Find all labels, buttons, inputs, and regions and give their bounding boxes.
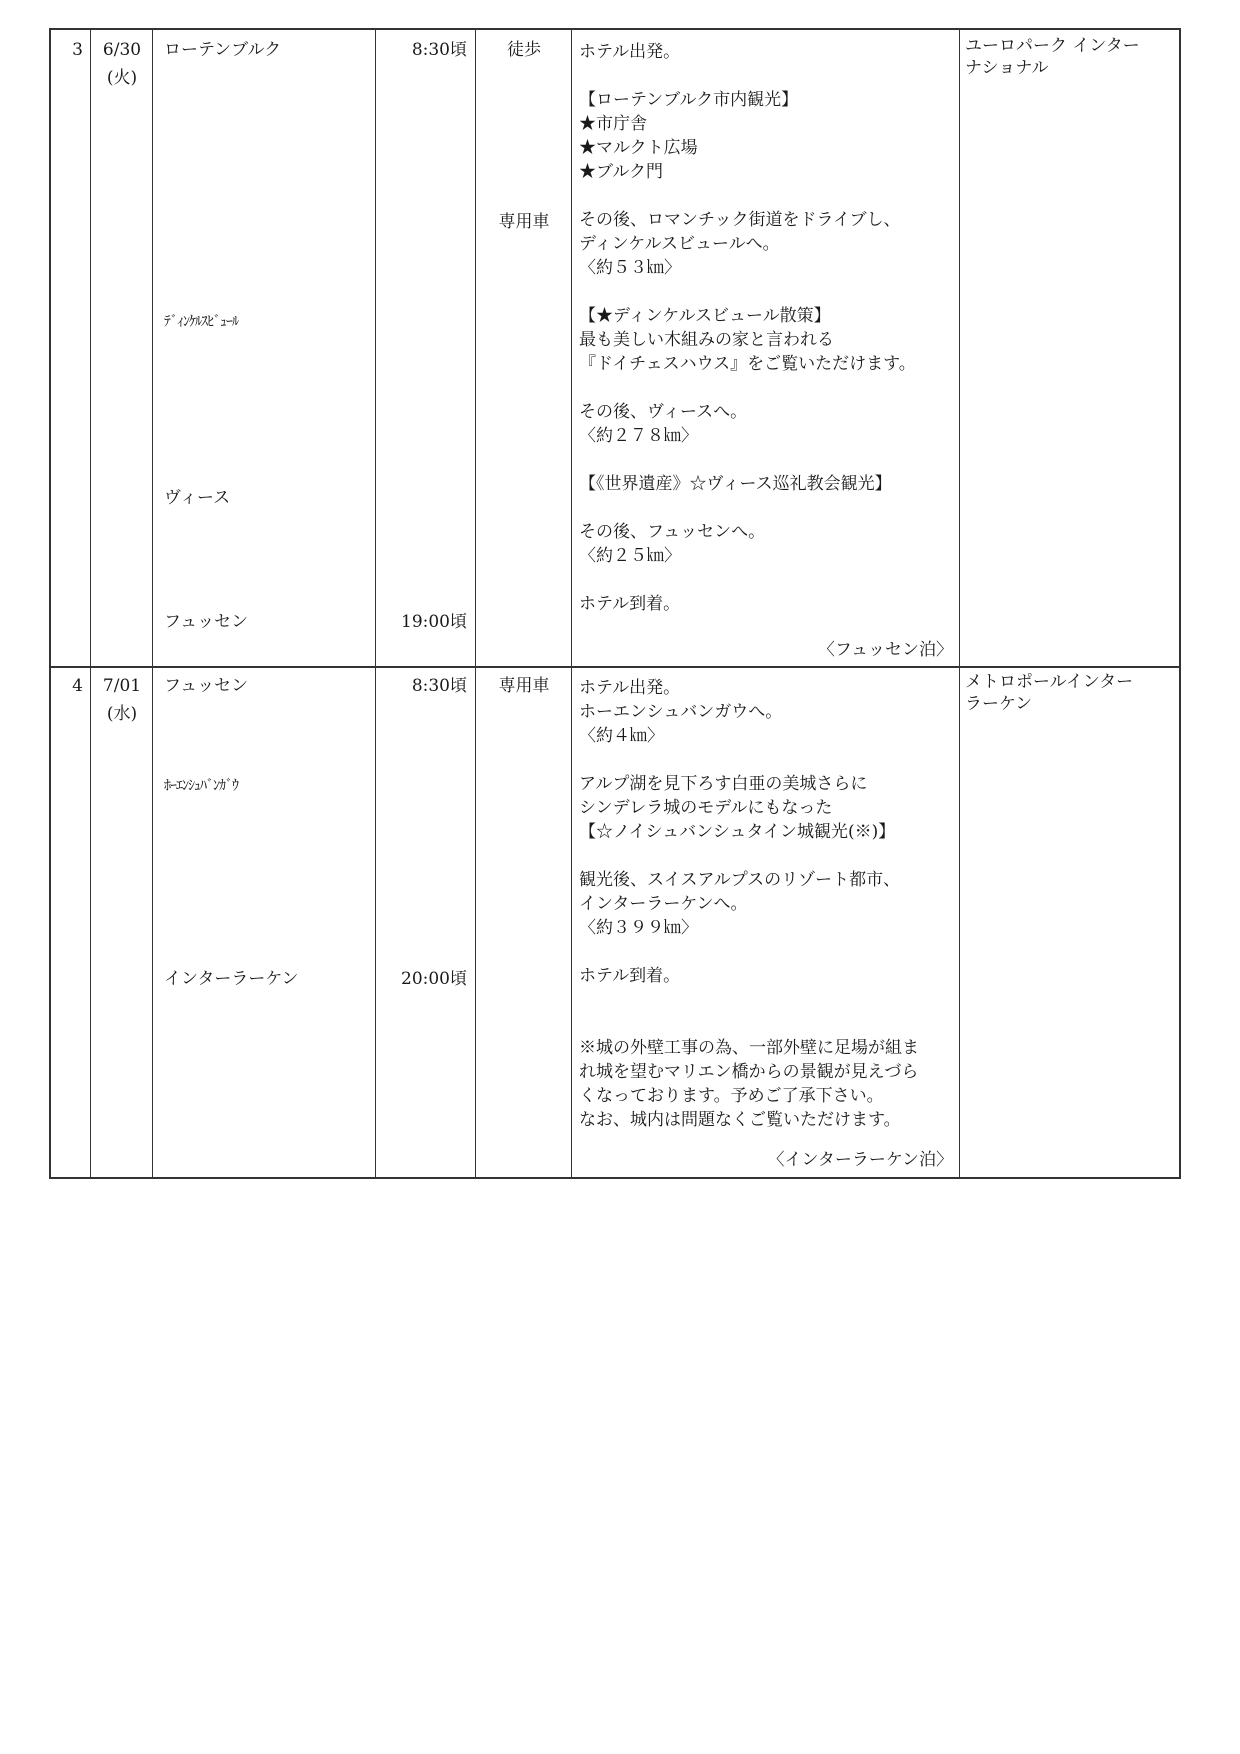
time-label: 19:00頃 <box>401 612 467 632</box>
description-line: アルプ湖を見下ろす白亜の美城さらに <box>579 774 868 794</box>
hotel-name: ユーロパーク インター <box>965 36 1140 56</box>
description-line <box>579 280 916 304</box>
day-date: 7/01 <box>102 676 142 696</box>
column-divider <box>152 30 153 1177</box>
description-line: ★市庁舎 <box>579 114 647 134</box>
column-divider <box>959 30 960 1177</box>
description-line: ※城の外壁工事の為、一部外壁に足場が組ま <box>579 1038 919 1058</box>
day-weekday: (火) <box>106 68 138 88</box>
transport-label: 専用車 <box>498 212 550 232</box>
time-label: 8:30頃 <box>411 676 467 696</box>
description-line: ホテル到着。 <box>579 594 681 614</box>
description-line <box>579 844 919 868</box>
hotel-name: メトロポールインター <box>965 672 1134 692</box>
transport-label: 徒歩 <box>507 40 541 60</box>
time-label: 20:00頃 <box>401 969 467 989</box>
description-line: インターラーケンへ。 <box>579 894 748 914</box>
description-line: なお、城内は問題なくご覧いただけます。 <box>579 1110 901 1130</box>
place-name: ヴィース <box>164 488 231 508</box>
description-line: その後、ロマンチック街道をドライブし、 <box>579 210 901 230</box>
overnight-stay: 〈インターラーケン泊〉 <box>767 1150 953 1170</box>
description-line: その後、フュッセンへ。 <box>579 522 766 542</box>
place-name: フュッセン <box>164 612 249 632</box>
column-divider <box>571 30 572 1177</box>
description-line: 観光後、スイスアルプスのリゾート都市、 <box>579 870 901 890</box>
description-line: ホテル到着。 <box>579 966 681 986</box>
description-line <box>579 496 916 520</box>
description-line: 〈約４㎞〉 <box>579 726 664 746</box>
description-line: ホテル出発。 <box>579 678 681 698</box>
hotel-name: ラーケン <box>965 694 1033 714</box>
description-line <box>579 376 916 400</box>
place-name: インターラーケン <box>164 969 299 989</box>
description-line: 最も美しい木組みの家と言われる <box>579 330 834 350</box>
description-line <box>579 988 919 1012</box>
description-line: 【ローテンブルク市内観光】 <box>579 90 799 110</box>
description-line: 〈約５３㎞〉 <box>579 258 681 278</box>
day-number: 4 <box>72 676 83 696</box>
description-line <box>579 184 916 208</box>
place-name: フュッセン <box>164 676 249 696</box>
day-description <box>579 40 916 616</box>
description-line: くなっております。予めご了承下さい。 <box>579 1086 884 1106</box>
description-line: シンデレラ城のモデルにもなった <box>579 798 833 818</box>
description-line: れ城を望むマリエン橋からの景観が見えづら <box>579 1062 919 1082</box>
description-line <box>579 940 919 964</box>
description-line: 【☆ノイシュバンシュタイン城観光(※)】 <box>579 822 896 842</box>
column-divider <box>90 30 91 1177</box>
place-name: ﾎｰｴﾝｼｭﾊﾞﾝｶﾞｳ <box>164 778 238 794</box>
description-line: ディンケルスビュールへ。 <box>579 234 780 254</box>
description-line: ホーエンシュバンガウへ。 <box>579 702 783 722</box>
description-line: 〈約３９９㎞〉 <box>579 918 698 938</box>
column-divider <box>475 30 476 1177</box>
place-name: ﾃﾞｨﾝｹﾙｽﾋﾞｭｰﾙ <box>164 314 238 330</box>
description-line: 『ドイチェスハウス』をご覧いただけます。 <box>579 354 916 374</box>
description-line <box>579 64 916 88</box>
hotel-name: ナショナル <box>965 58 1049 78</box>
itinerary-table <box>49 28 1181 1179</box>
description-line: 〈約２７８㎞〉 <box>579 426 698 446</box>
day-date: 6/30 <box>102 40 142 60</box>
description-line <box>579 748 919 772</box>
description-line: ★マルクト広場 <box>579 138 698 158</box>
description-line: 【★ディンケルスビュール散策】 <box>579 306 831 326</box>
description-line: 【《世界遺産》☆ヴィース巡礼教会観光】 <box>579 474 892 494</box>
description-line: ホテル出発。 <box>579 42 681 62</box>
time-label: 8:30頃 <box>411 40 467 60</box>
column-divider <box>375 30 376 1177</box>
description-line: 〈約２５㎞〉 <box>579 546 681 566</box>
place-name: ローテンブルク <box>164 40 282 60</box>
description-line <box>579 448 916 472</box>
day-description <box>579 676 919 1132</box>
transport-label: 専用車 <box>498 676 550 696</box>
day-number: 3 <box>72 40 83 60</box>
description-line <box>579 1012 919 1036</box>
day-weekday: (水) <box>106 704 138 724</box>
description-line: ★ブルク門 <box>579 162 663 182</box>
row-divider <box>51 666 1179 668</box>
description-line: その後、ヴィースへ。 <box>579 402 748 422</box>
overnight-stay: 〈フュッセン泊〉 <box>817 640 953 660</box>
description-line <box>579 568 916 592</box>
